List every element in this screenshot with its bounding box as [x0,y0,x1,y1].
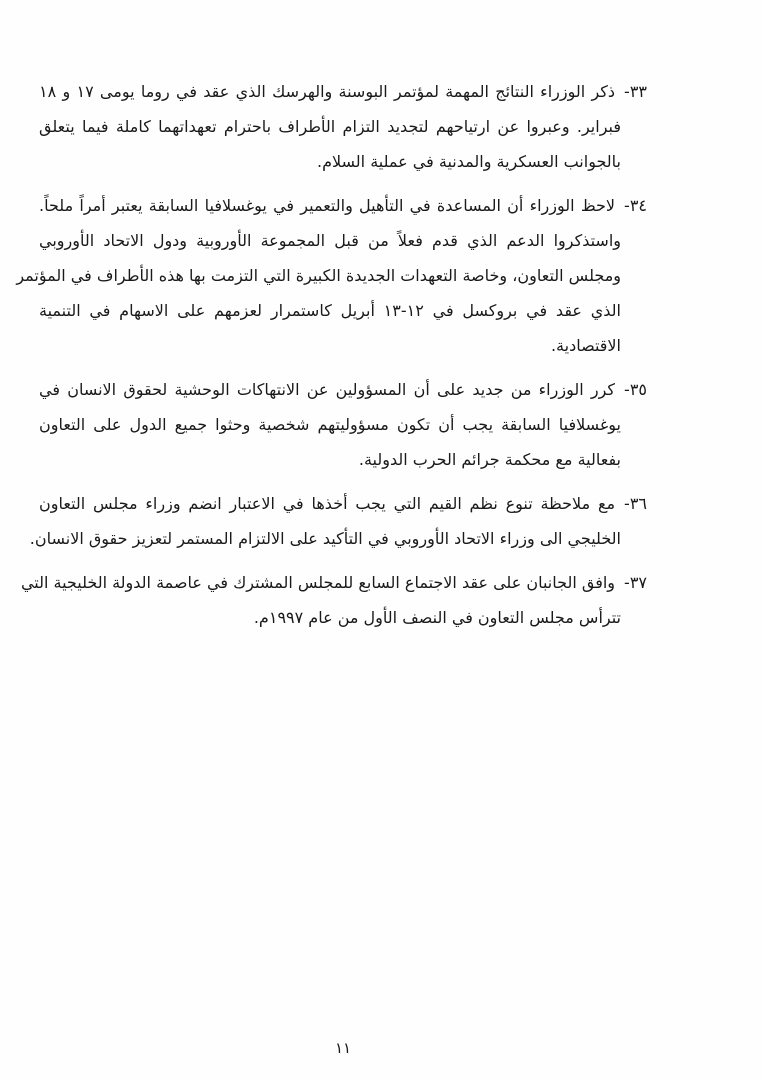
paragraph-36 [29,486,647,556]
paragraph-line [39,486,647,521]
paragraph-number: ٣٣- [624,82,647,101]
paragraph-line: بالجوانب العسكرية والمدنية في عملية السلام. [316,152,621,171]
paragraph-line: ومجلس التعاون، وخاصة التعهدات الجديدة الكبيرة التي التزمت بها هذه الأطراف في المؤتمر [16,266,621,285]
paragraph-37 [20,565,647,635]
document-text-block [16,74,647,644]
paragraph-line: بفعالية مع محكمة جرائم الحرب الدولية. [358,450,621,469]
paragraph-line [39,74,647,109]
paragraph-text: ذكر الوزراء النتائج المهمة لمؤتمر البوسنة والهرسك الذي عقد في روما يومى ١٧ و ١٨ [39,82,616,101]
paragraph-text: وافق الجانبان على عقد الاجتماع السابع للمجلس المشترك في عاصمة الدولة الخليجية التي [20,573,616,592]
paragraph-text: كرر الوزراء من جديد على أن المسؤولين عن الانتهاكات الوحشية لحقوق الانسان في [39,380,616,399]
paragraph-line [20,565,647,600]
paragraph-line: الذي عقد في بروكسل في ١٢-١٣ أبريل كاستمرار لعزمهم على الاسهام في التنمية [39,301,621,320]
paragraph-34 [16,188,647,363]
paragraph-number: ٣٤- [624,196,647,215]
paragraph-text: مع ملاحظة تنوع نظم القيم التي يجب أخذها في الاعتبار انضم وزراء مجلس التعاون [39,494,616,513]
paragraph-line [39,372,647,407]
paragraph-line: واستذكروا الدعم الذي قدم فعلاً من قبل المجموعة الأوروبية ودول الاتحاد الأوروبي [39,231,621,250]
page-number: ١١ [334,1039,352,1057]
paragraph-line [39,188,647,223]
paragraph-number: ٣٧- [624,573,647,592]
paragraph-line: الاقتصادية. [550,336,621,355]
paragraph-line: تترأس مجلس التعاون في النصف الأول من عام ١٩٩٧م. [253,608,621,627]
paragraph-line: الخليجي الى وزراء الاتحاد الأوروبي في التأكيد على الالتزام المستمر لتعزيز حقوق الانسان. [29,529,621,548]
paragraph-number: ٣٦- [624,494,647,513]
paragraph-35 [39,372,647,477]
paragraph-33 [39,74,647,179]
paragraph-line: فبراير. وعبروا عن ارتياحهم لتجديد التزام الأطراف باحترام تعهداتهما كاملة فيما يتعلق [39,117,621,136]
paragraph-text: لاحظ الوزراء أن المساعدة في التأهيل والتعمير في يوغسلافيا السابقة يعتبر أمراً ملحاً. [39,196,616,215]
paragraph-line: يوغسلافيا السابقة يجب أن تكون مسؤوليتهم شخصية وحثوا جميع الدول على التعاون [39,415,621,434]
paragraph-number: ٣٥- [624,380,647,399]
